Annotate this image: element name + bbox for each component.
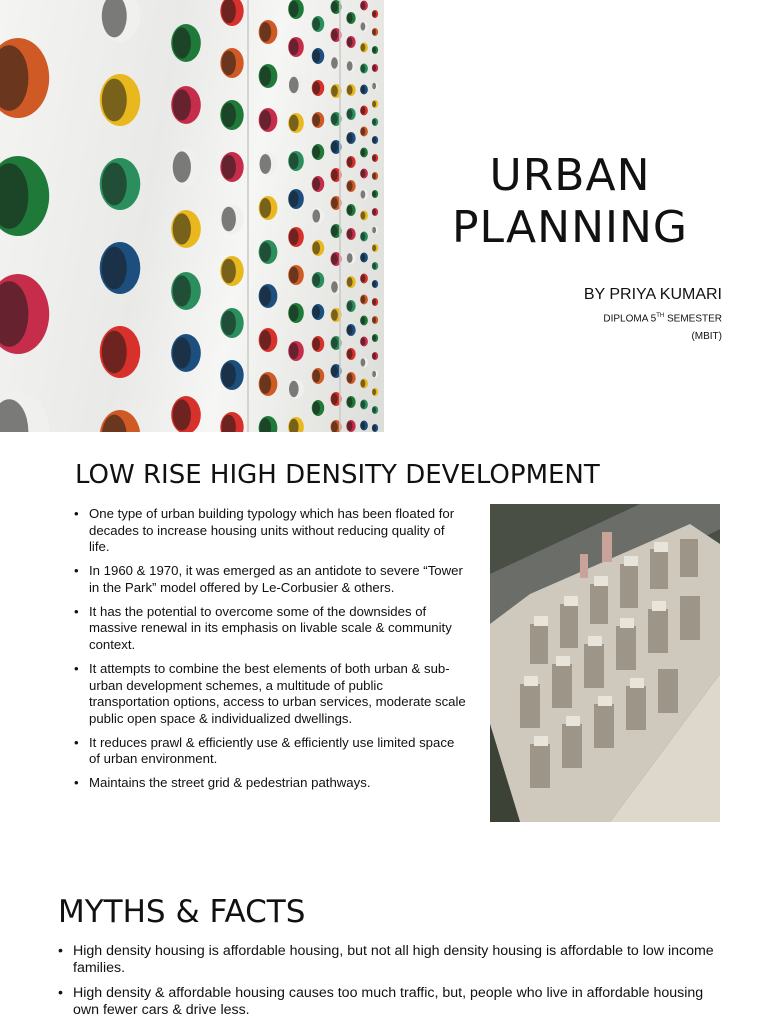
wall-hole [171, 24, 201, 62]
wall-hole [346, 252, 355, 264]
list-item: • It reduces prawl & efficiently use & efficiently use limited space of urban environment. [74, 735, 466, 768]
wall-hole [220, 152, 243, 182]
wall-hole [360, 253, 368, 263]
wall-hole [372, 208, 378, 216]
wall-hole [360, 421, 368, 431]
wall-hole [346, 228, 355, 240]
wall-hole [346, 36, 355, 48]
wall-hole [372, 28, 378, 36]
wall-hole [288, 75, 304, 95]
wall-hole [312, 336, 324, 352]
diploma-suffix: SEMESTER [664, 313, 722, 325]
wall-hole [346, 420, 355, 432]
wall-hole [346, 108, 355, 120]
wall-hole [372, 118, 378, 126]
wall-hole [100, 242, 141, 294]
wall-hole [171, 334, 201, 372]
wall-hole [220, 308, 243, 338]
wall-hole [360, 337, 368, 347]
wall-hole [372, 190, 378, 198]
wall-hole [346, 156, 355, 168]
list-item: • High density housing is affordable housing, but not all high density housing is affordable to low income families. [58, 943, 718, 977]
title-slide [0, 0, 768, 432]
list-item: • Maintains the street grid & pedestrian pathways. [74, 775, 466, 792]
wall-hole [346, 396, 355, 408]
wall-hole [346, 204, 355, 216]
wall-hole [360, 211, 368, 221]
wall-hole [171, 396, 201, 432]
wall-hole [100, 158, 141, 210]
wall-hole [360, 64, 368, 74]
wall-hole [259, 372, 278, 396]
wall-hole [360, 106, 368, 116]
low-rise-bullet-list [74, 506, 466, 799]
wall-hole [346, 60, 355, 72]
wall-hole [372, 262, 378, 270]
wall-hole [372, 136, 378, 144]
wall-hole [372, 280, 378, 288]
wall-hole [372, 388, 378, 396]
diploma-line [603, 313, 722, 324]
wall-hole [220, 0, 243, 26]
wall-hole [372, 172, 378, 180]
list-item: • It attempts to combine the best elements of both urban & sub-urban development schemes, a multitude of public transportation options, access to urban services, moderate scale public open space & individualized dwellings. [74, 661, 466, 727]
wall-hole [259, 152, 278, 176]
author-byline: BY PRIYA KUMARI [583, 286, 722, 303]
title-line-1: URBAN [489, 150, 651, 201]
wall-hole [360, 22, 368, 32]
wall-hole [372, 154, 378, 162]
wall-hole [372, 100, 378, 108]
aerial-housing-photo [490, 504, 720, 822]
wall-hole [220, 100, 243, 130]
wall-hole [259, 416, 278, 432]
wall-hole [346, 300, 355, 312]
wall-hole [312, 400, 324, 416]
wall-hole [346, 372, 355, 384]
wall-hole [346, 348, 355, 360]
wall-hole [360, 316, 368, 326]
wall-hole [372, 244, 378, 252]
wall-hole [0, 156, 49, 236]
wall-hole [288, 303, 304, 323]
wall-hole [346, 12, 355, 24]
wall-hole [360, 232, 368, 242]
wall-hole [288, 189, 304, 209]
wall-hole [220, 204, 243, 234]
wall-hole [220, 256, 243, 286]
wall-hole [220, 48, 243, 78]
wall-hole [312, 112, 324, 128]
wall-hole [288, 417, 304, 432]
wall-hole [259, 20, 278, 44]
wall-hole [372, 82, 378, 90]
wall-hole [312, 16, 324, 32]
wall-hole [372, 226, 378, 234]
myths-bullet-list [58, 943, 718, 1027]
wall-hole [360, 190, 368, 200]
wall-hole [360, 379, 368, 389]
wall-hole [360, 1, 368, 11]
wall-hole [360, 295, 368, 305]
wall-hole [372, 370, 378, 378]
wall-hole [360, 127, 368, 137]
wall-hole [259, 240, 278, 264]
wall-hole [288, 113, 304, 133]
wall-hole [346, 180, 355, 192]
wall-hole [312, 176, 324, 192]
wall-hole [288, 0, 304, 19]
wall-hole [171, 272, 201, 310]
wall-hole [288, 379, 304, 399]
wall-hole [100, 74, 141, 126]
diploma-sup: TH [656, 313, 665, 319]
wall-hole [312, 80, 324, 96]
wall-hole [372, 316, 378, 324]
wall-hole [372, 406, 378, 414]
list-item: • In 1960 & 1970, it was emerged as an antidote to severe “Tower in the Park” model offered by Le-Corbusier & others. [74, 563, 466, 596]
wall-hole [259, 328, 278, 352]
wall-hole [346, 276, 355, 288]
wall-hole [288, 151, 304, 171]
wall-hole [100, 0, 141, 42]
wall-hole [372, 46, 378, 54]
wall-hole [346, 132, 355, 144]
wall-hole [288, 265, 304, 285]
wall-hole [372, 424, 378, 432]
title-line-2: PLANNING [452, 202, 688, 253]
wall-hole [288, 37, 304, 57]
wall-hole [372, 298, 378, 306]
wall-hole [360, 43, 368, 53]
wall-hole [0, 274, 49, 354]
institute-line: (MBIT) [691, 331, 722, 342]
list-item: • High density & affordable housing causes too much traffic, but, people who live in affordable housing own fewer cars & drive less. [58, 985, 718, 1019]
wall-hole [360, 400, 368, 410]
wall-hole [360, 169, 368, 179]
wall-hole [312, 144, 324, 160]
section-heading-myths: MYTHS & FACTS [58, 894, 306, 930]
wall-hole [360, 148, 368, 158]
wall-hole [171, 210, 201, 248]
wall-hole [312, 304, 324, 320]
wall-hole [372, 352, 378, 360]
wall-hole [220, 412, 243, 432]
wall-hole [259, 284, 278, 308]
wall-hole [372, 334, 378, 342]
wall-hole [346, 324, 355, 336]
list-item: • One type of urban building typology which has been floated for decades to increase housing units without reducing quality of life. [74, 506, 466, 556]
wall-hole [100, 326, 141, 378]
aerial-housing-illustration [490, 504, 720, 822]
wall-hole [312, 48, 324, 64]
section-heading-low-rise: LOW RISE HIGH DENSITY DEVELOPMENT [75, 460, 600, 490]
wall-hole [100, 410, 141, 432]
slide-title [420, 150, 720, 254]
wall-hole [312, 208, 324, 224]
wall-hole [372, 10, 378, 18]
wall-hole [0, 392, 49, 432]
wall-hole [312, 240, 324, 256]
wall-hole [312, 272, 324, 288]
wall-hole [171, 86, 201, 124]
wall-holes [0, 0, 384, 432]
wall-hole [0, 38, 49, 118]
list-item: • It has the potential to overcome some of the downsides of massive renewal in its emphasis on livable scale & community context. [74, 604, 466, 654]
wall-hole [288, 341, 304, 361]
wall-hole [372, 64, 378, 72]
wall-hole [259, 108, 278, 132]
wall-hole [360, 85, 368, 95]
wall-hole [259, 196, 278, 220]
wall-hole [171, 148, 201, 186]
wall-hole [360, 358, 368, 368]
wall-hole [360, 274, 368, 284]
wall-hole [220, 360, 243, 390]
wall-hole [259, 64, 278, 88]
wall-hole [288, 227, 304, 247]
wall-hole [346, 84, 355, 96]
perforated-wall-photo [0, 0, 384, 432]
wall-hole [312, 368, 324, 384]
diploma-prefix: DIPLOMA 5 [603, 313, 657, 325]
